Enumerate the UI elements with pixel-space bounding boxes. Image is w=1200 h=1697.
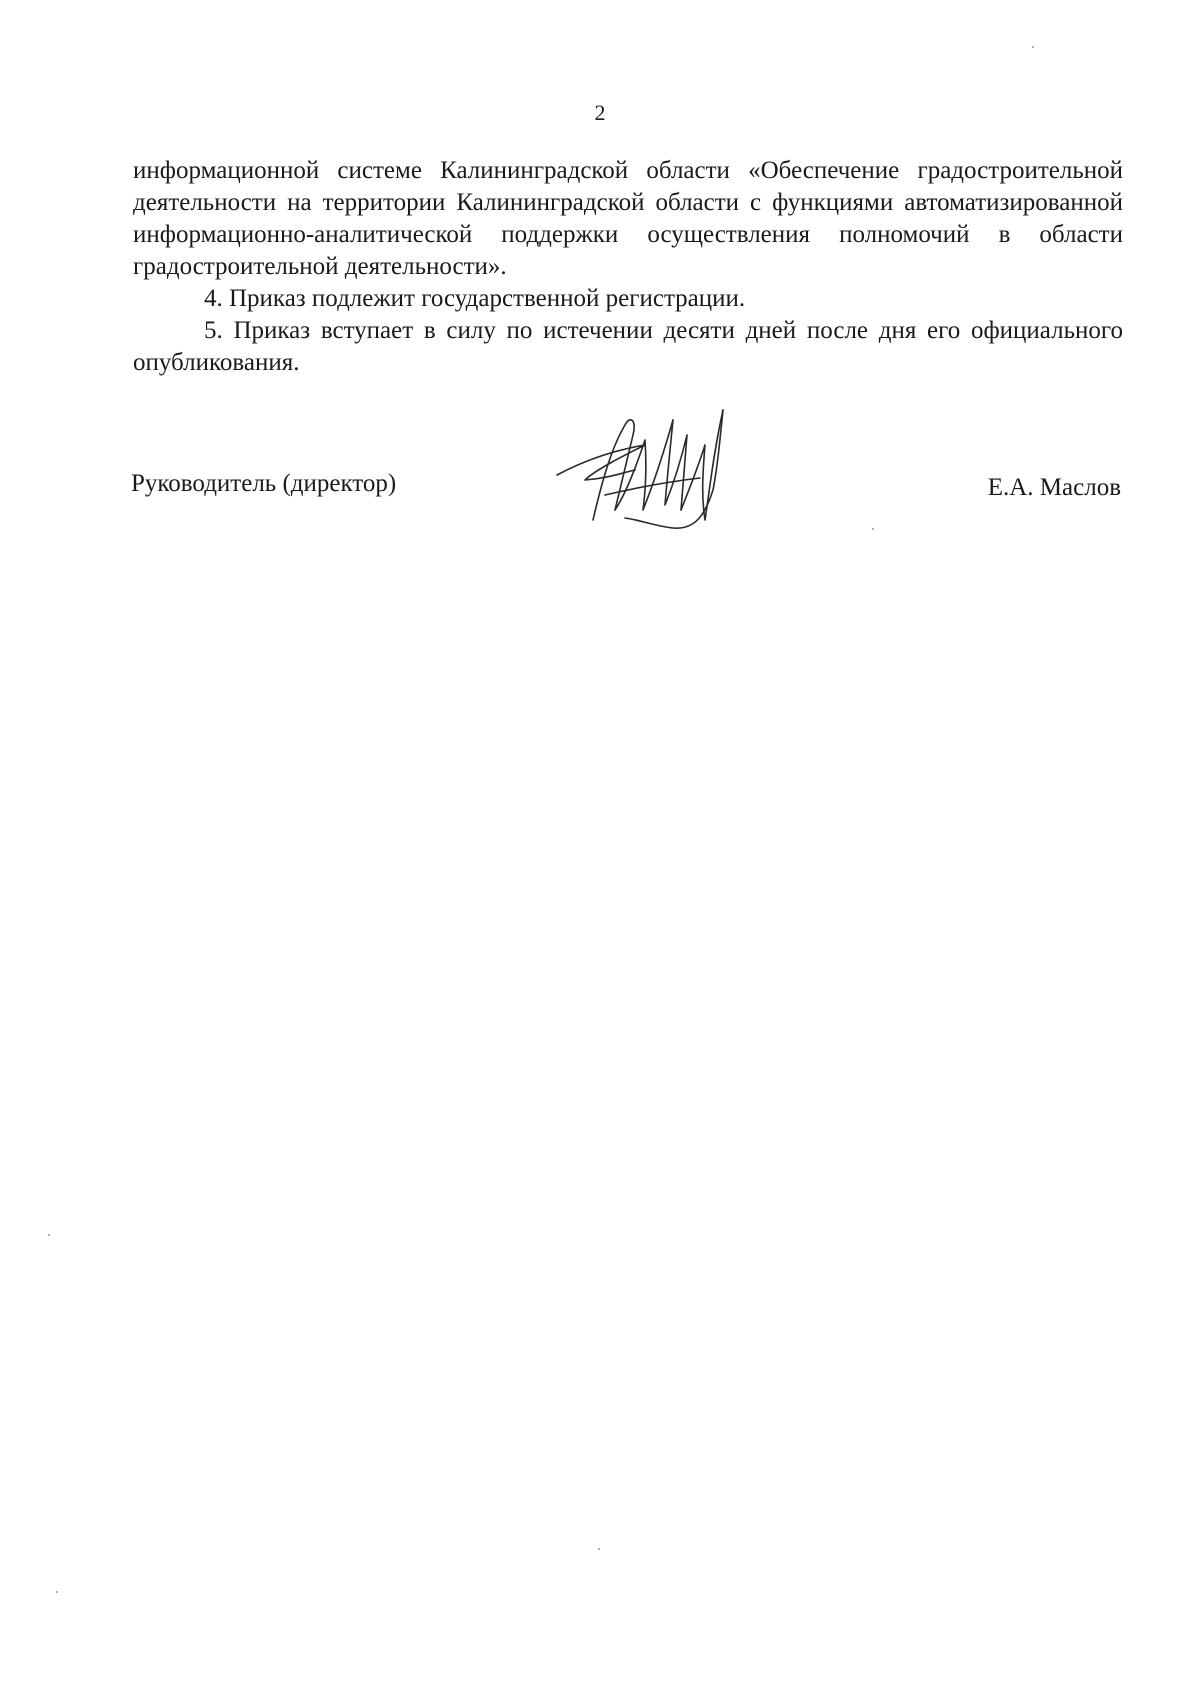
signatory-name: Е.А. Маслов [987,474,1121,501]
document-body [133,155,1123,379]
paragraph-item-5: 5. Приказ вступает в силу по истечении десяти дней после дня его официального опубликования. [133,317,1123,376]
page-number: 2 [594,100,606,125]
paragraph-item-4: 4. Приказ подлежит государственной регистрации. [204,285,746,312]
scan-speck [598,1548,600,1550]
scan-speck [56,1591,58,1593]
scan-speck [48,1234,50,1236]
signature-block [131,470,1121,530]
signatory-title: Руководитель (директор) [131,470,397,497]
scan-speck [1032,46,1034,48]
paragraph-continuation: информационной системе Калининградской области «Обеспечение градостроительной деятельности на территории Калининградской области с функциями автоматизированной информационно-аналитической поддержки осуществления полномочий в области градостроительной деятельности». [133,157,1123,280]
scan-speck [872,528,874,530]
